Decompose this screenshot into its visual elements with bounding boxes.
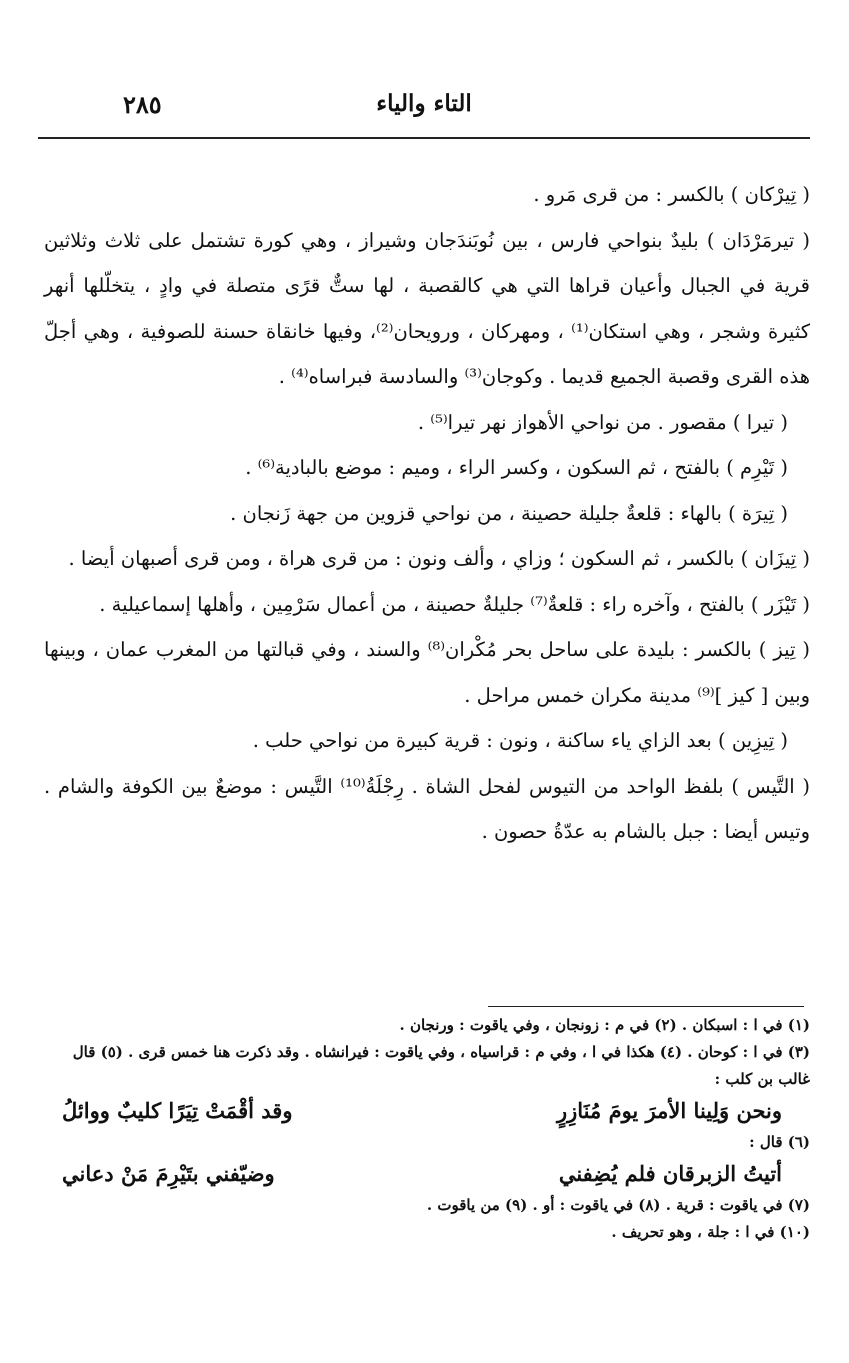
running-head: التاء والياء xyxy=(376,90,472,117)
footnote-line: (١٠) في ا : جلة ، وهو تحريف . xyxy=(611,1223,810,1241)
page-number: ٢٨٥ xyxy=(123,90,162,119)
entry-tays: ( التَّيس ) بلفظ الواحد من التيوس لفحل الشاة . رِجْلَةُ⁽¹⁰⁾ التَّيس : موضعٌ بين الكوفة والشام . وتيس أيضا : جبل بالشام به عدّةُ حصون . xyxy=(44,774,810,843)
page-header xyxy=(38,88,810,128)
entry-tirmardan: ( تيرمَرْدَان ) بليدٌ بنواحي فارس ، بين نُوبَندَجان وشيراز ، وهي كورة تشتمل على ثلاث وثلاثين قرية في الجبال وأعيان قراها التي هي كالقصبة ، لها ستٌّ قرًى متصلة في وادٍ ، يتخلّلها أنهر كثيرة وشجر ، وهي استكان⁽¹⁾ ، ومهركان ، ورويحان⁽²⁾، وفيها خانقاة حسنة للصوفية ، وهي أجلّ هذه القرى وقصبة الجميع قديما . وكوجان⁽³⁾ والسادسة فبراساه⁽⁴⁾ . xyxy=(44,228,810,388)
verse-hemistich-right: أتيتُ الزبرقان فلم يُضِفني xyxy=(558,1161,782,1186)
body-text xyxy=(44,172,810,855)
header-rule xyxy=(38,137,810,139)
entry-tira-fortress: ( تِيرَة ) بالهاء : قلعةٌ جليلة حصينة ، من نواحي قزوين من جهة زَنجان . xyxy=(230,501,788,525)
entry-tira: ( تيرا ) مقصور . من نواحي الأهواز نهر تيرا⁽⁵⁾ . xyxy=(417,410,788,434)
verse-line xyxy=(44,1093,810,1129)
verse-hemistich-left: وضيّفني بتَيْرِمَ مَنْ دعاني xyxy=(62,1161,275,1186)
entry-tiz: ( تِيز ) بالكسر : بليدة على ساحل بحر مُكْران⁽⁸⁾ والسند ، وفي قبالتها من المغرب عمان ، وبينها وبين [ كيز ]⁽⁹⁾ مدينة مكران خمس مراحل . xyxy=(44,638,810,707)
entry-tirkan: ( تِيرْكان ) بالكسر : من قرى مَرو . xyxy=(533,183,810,206)
entry-tayrim: ( تَيْرِم ) بالفتح ، ثم السكون ، وكسر الراء ، وميم : موضع بالبادية⁽⁶⁾ . xyxy=(245,456,788,479)
verse-hemistich-right: ونحن وَلِينا الأمرَ يومَ مُنَازِرٍ xyxy=(557,1098,782,1123)
footnote-line: (٧) في ياقوت : قرية . (٨) في ياقوت : أو . (٩) من ياقوت . xyxy=(426,1196,810,1214)
footnote-line: (٦) قال : xyxy=(749,1133,810,1151)
footnote-rule xyxy=(488,1006,804,1007)
footnotes xyxy=(44,1012,810,1246)
verse-line xyxy=(44,1156,810,1192)
entry-tizan: ( تِيزَان ) بالكسر ، ثم السكون ؛ وزاي ، وألف ونون : من قرى هراة ، ومن قرى أصبهان أيضا . xyxy=(68,547,810,570)
entry-tayzar: ( تَيْزَر ) بالفتح ، وآخره راء : قلعةٌ⁽⁷⁾ جليلةٌ حصينة ، من أعمال سَرْمِين ، وأهلها إسماعيلية . xyxy=(99,592,810,616)
footnote-line: (٣) في ا : كوحان . (٤) هكذا في ا ، وفي م : قراسياه ، وفي ياقوت : فيرانشاه . وقد ذكرت هنا خمس قرى . (٥) قال غالب بن كلب : xyxy=(72,1043,810,1088)
verse-hemistich-left: وقد أقْمَتْ تِيَرًا كليبٌ ووائلُ xyxy=(62,1098,293,1123)
entry-tizin: ( تِيزِين ) بعد الزاي ياء ساكنة ، ونون : قرية كبيرة من نواحي حلب . xyxy=(252,729,788,752)
footnote-line: (١) في ا : اسبكان . (٢) في م : زونجان ، وفي ياقوت : ورنجان . xyxy=(399,1016,810,1034)
